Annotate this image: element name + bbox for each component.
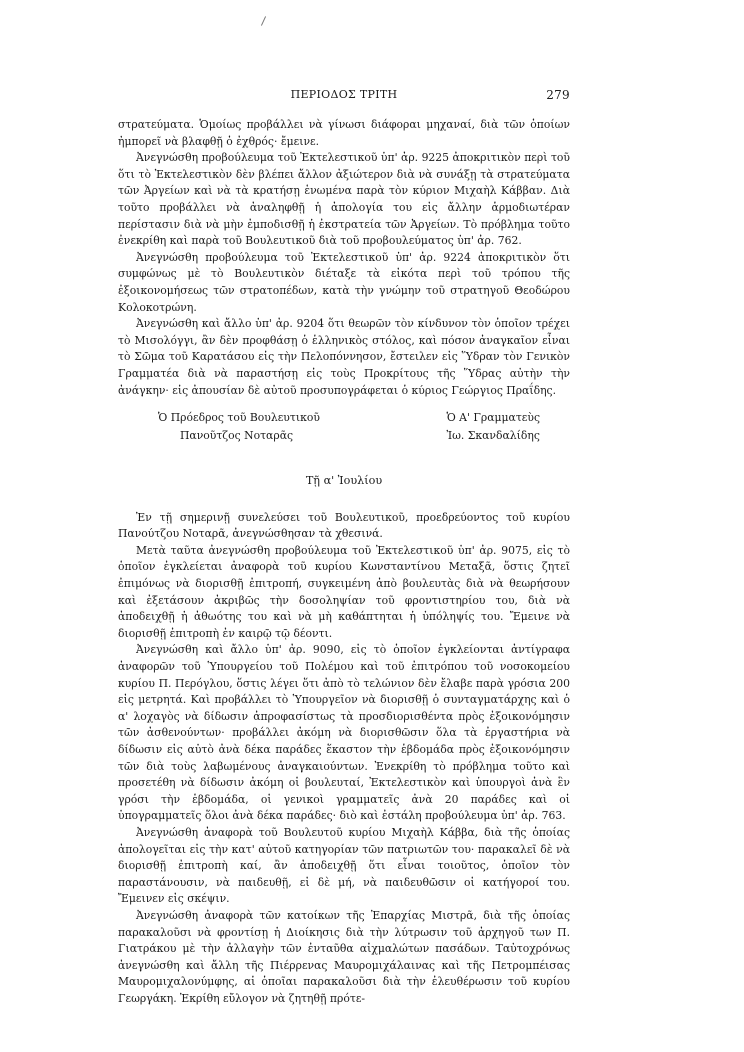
paragraph: Μετὰ ταῦτα ἀνεγνώσθη προβούλευμα τοῦ Ἐκτελεστικοῦ ὑπ' ἀρ. 9075, εἰς τὸ ὁποῖον ἐγκλείεται ἀναφορὰ τοῦ κυρίου Κωνσταντίνου Μεταξᾶ, ὅστις ζητεῖ ἐπιμόνως νὰ διορισθῇ ἐπιτροπή, συγκειμένη ἀπὸ βουλευτὰς διὰ νὰ θεωρήσουν καὶ ἐξετάσουν ἀκριβῶς τὴν δοσοληψίαν τοῦ φροντιστηρίου του, διὰ νὰ ἀποδειχθῇ ἡ ἀθωότης του καὶ νὰ μὴ καθάπτηται ἡ ὑπόληψίς του. Ἔμεινε νὰ διορισθῇ ἐπιτροπὴ ἐν καιρῷ τῷ δέοντι. bbox=[118, 543, 570, 640]
paragraph: Ἀνεγνώσθη ἀναφορὰ τοῦ Βουλευτοῦ κυρίου Μιχαὴλ Κάββα, διὰ τῆς ὁποίας ἀπολογεῖται εἰς τὴν κατ' αὐτοῦ κατηγορίαν τῶν πατριωτῶν του· παρακαλεῖ δὲ νὰ διορισθῇ ἐπιτροπὴ καί, ἂν ἀποδειχθῇ ὅτι εἶναι τοιοῦτος, ὁποῖον τὸν παραστάνουσιν, νὰ παιδευθῇ, εἰ δὲ μή, νὰ παιδευθῶσιν οἱ κατήγοροί του. Ἔμεινεν εἰς σκέψιν. bbox=[118, 825, 570, 906]
paragraph: Ἀνεγνώσθη ἀναφορὰ τῶν κατοίκων τῆς Ἐπαρχίας Μιστρᾶ, διὰ τῆς ὁποίας παρακαλοῦσι νὰ φροντίσῃ ἡ Διοίκησις διὰ τὴν λύτρωσιν τοῦ ἀρχηγοῦ των Π. Γιατράκου μὲ τὴν ἀλλαγὴν τῶν ἐνταῦθα αἰχμαλώτων πασάδων. Ταὐτοχρόνως ἀνεγνώσθη καὶ ἄλλη τῆς Πιέρρενας Μαυρομιχάλαινας καὶ τῆς Πετρομπέισας Μαυρομιχαλονύμφης, αἱ ὁποῖαι παρακαλοῦσι διὰ τὴν ἐλευθέρωσιν τοῦ κυρίου Γεωργάκη. Ἐκρίθη εὔλογον νὰ ζητηθῇ πρότε- bbox=[118, 908, 570, 1005]
signature-name: Ἰω. Σκανδαλίδης bbox=[446, 429, 540, 443]
paragraph: Ἀνεγνώσθη καὶ ἄλλο ὑπ' ἀρ. 9204 ὅτι θεωρῶν τὸν κίνδυνον τὸν ὁποῖον τρέχει τὸ Μισολόγγι, ἂν δὲν προφθάσῃ ὁ ἑλληνικὸς στόλος, καὶ πόσον ἀναγκαῖον εἶναι τὸ Σῶμα τοῦ Καρατάσου εἰς τὴν Πελοπόννησον, ἔστειλεν εἰς Ὕδραν τὸν Γενικὸν Γραμματέα διὰ νὰ παραστήσῃ εἰς τοὺς Προκρίτους τῆς Ὕδρας αὐτὴν τὴν ἀνάγκην· εἰς ἀπουσίαν δὲ αὐτοῦ προσυπογράφεται ὁ κύριος Γεώργιος Πραΐδης. bbox=[118, 317, 570, 397]
page-body bbox=[118, 117, 570, 1008]
paragraph: στρατεύματα. Ὁμοίως προβάλλει νὰ γίνωσι διάφοραι μηχαναί, διὰ τῶν ὁποίων ἠμπορεῖ νὰ βλαφθῇ ὁ ἐχθρός· ἔμεινε. bbox=[118, 118, 570, 148]
signature-role: Ὁ Πρόεδρος τοῦ Βουλευτικοῦ bbox=[158, 411, 320, 425]
paragraph: Ἀνεγνώσθη προβούλευμα τοῦ Ἐκτελεστικοῦ ὑπ' ἀρ. 9224 ἀποκριτικὸν ὅτι συμφώνως μὲ τὸ Βουλευτικὸν διέταξε τὰ εἰκότα περὶ τοῦ τρόπου τῆς ἐξοικονομήσεως τῶν στρατοπέδων, κατὰ τὴν γνώμην τοῦ στρατηγοῦ Θεοδώρου Κολοκοτρώνη. bbox=[118, 250, 570, 314]
running-title: ΠΕΡΙΟΔΟΣ ΤΡΙΤΗ bbox=[290, 88, 398, 101]
signature-secretary bbox=[446, 409, 540, 445]
signature-name: Πανοῦτζος Νοταρᾶς bbox=[180, 429, 294, 443]
date-heading: Τῇ α' Ἰουλίου bbox=[305, 474, 383, 488]
pen-mark bbox=[261, 16, 266, 25]
paragraph: Ἐν τῇ σημερινῇ συνελεύσει τοῦ Βουλευτικοῦ, προεδρεύοντος τοῦ κυρίου Πανούτζου Νοταρᾶ, ἀνεγνώσθησαν τὰ χθεσινά. bbox=[118, 510, 570, 541]
page-number: 279 bbox=[546, 88, 570, 102]
signature-block bbox=[118, 409, 570, 445]
signature-president bbox=[158, 409, 320, 445]
paragraph: Ἀνεγνώσθη καὶ ἄλλο ὑπ' ἀρ. 9090, εἰς τὸ ὁποῖον ἐγκλείονται ἀντίγραφα ἀναφορῶν τοῦ Ὑπουργείου τοῦ Πολέμου καὶ τοῦ ἐπιτρόπου τοῦ νοσοκομείου κυρίου Π. Περόγλου, ὅστις λέγει ὅτι ἀπὸ τὸ τελώνιον δὲν ἔλαβε παρὰ γρόσια 200 εἰς μετρητά. Καὶ προβάλλει τὸ Ὑπουργεῖον νὰ διορισθῇ ὁ συνταγματάρχης καὶ ὁ α' λοχαγὸς νὰ δίδωσιν ἀπροφασίστως τὰ προσδιορισθέντα πρὸς ἐξοικονόμησιν τῶν ἀσθενούντων· προβάλλει ἀκόμη νὰ διορισθῶσιν ὅλα τὰ ἐργαστήρια νὰ δίδωσιν εἰς αὐτὸ ἀνὰ δέκα παράδες ἕκαστον τὴν ἑβδομάδα πρὸς ἐξοικονόμησιν τῶν διὰ τοὺς λαβωμένους ἀναγκαιούντων. Ἐνεκρίθη τὸ πρόβλημα τοῦτο καὶ προσετέθη νὰ δίδωσιν ἀκόμη οἱ βουλευταί, Ἐκτελεστικὸν καὶ ὑπουργοὶ ἀνὰ ἓν γρόσι τὴν ἑβδομάδα, οἱ γενικοὶ γραμματεῖς ἀνὰ 20 παράδες καὶ οἱ ὑπογραμματεῖς ὅλοι ἀνὰ δέκα παράδες· διὸ καὶ ἐστάλη προβούλευμα ὑπ' ἀρ. 763. bbox=[118, 643, 570, 823]
signature-role: Ὁ Α' Γραμματεὺς bbox=[446, 411, 540, 425]
paragraph: Ἀνεγνώσθη προβούλευμα τοῦ Ἐκτελεστικοῦ ὑπ' ἀρ. 9225 ἀποκριτικὸν περὶ τοῦ ὅτι τὸ Ἐκτελεστικὸν δὲν βλέπει ἄλλον ἀξιώτερον διὰ νὰ συνάξῃ τὰ στρατεύματα τῶν Ἀργείων καὶ νὰ τὰ κρατήσῃ ἑνωμένα παρὰ τὸν κύριον Μιχαὴλ Κάββαν. Διὰ τοῦτο προβάλλει νὰ ἀναληφθῇ ἡ ἀπολογία του εἰς ἄλλην ἁρμοδιωτέραν περίστασιν διὰ νὰ μὴν ἐμποδισθῇ ἡ ἐκστρατεία τῶν Ἀργείων. Τὸ πρόβλημα τοῦτο ἐνεκρίθη καὶ παρὰ τοῦ Βουλευτικοῦ διὰ τοῦ προβουλεύματος ὑπ' ἀρ. 762. bbox=[118, 151, 570, 248]
